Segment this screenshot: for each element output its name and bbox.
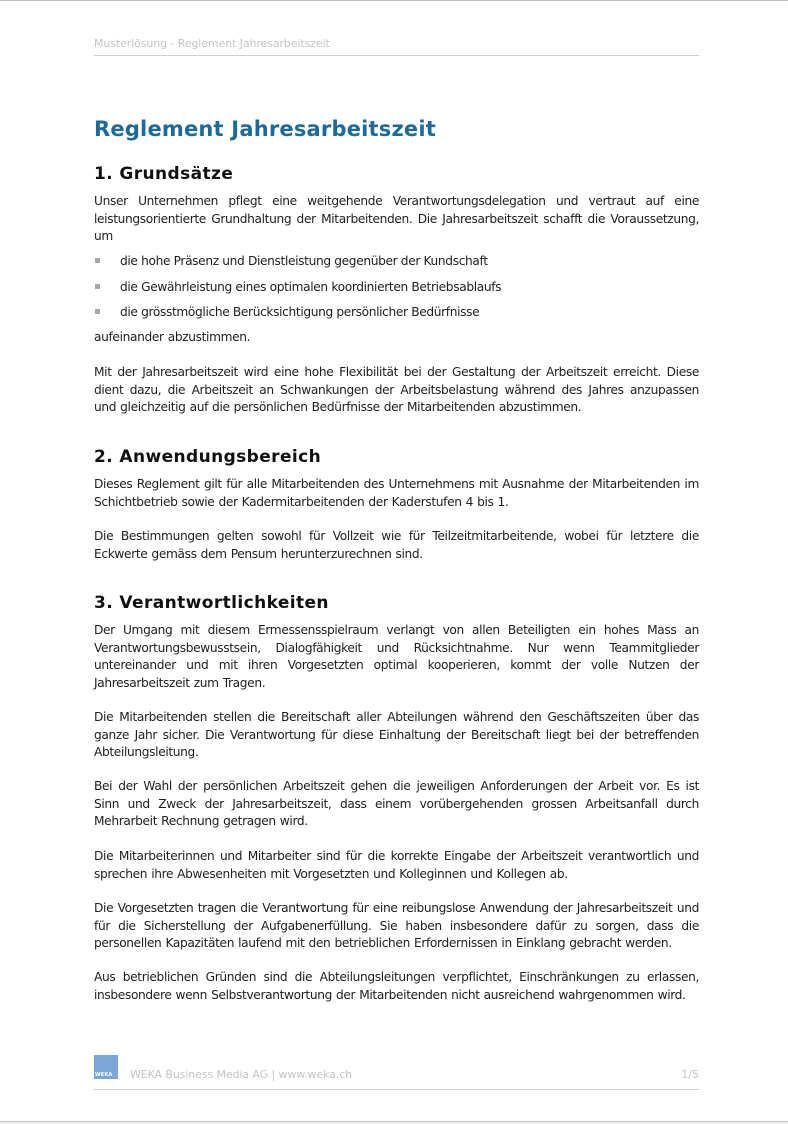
section-3-paragraph: Die Mitarbeiterinnen und Mitarbeiter sind für die korrekte Eingabe der Arbeitszeit verantwortlich und sprechen ihre Abwesenheiten mit Vorgesetzten und Kolleginnen und Kollegen ab. (94, 849, 699, 881)
square-bullet-icon (95, 284, 100, 289)
section-3-paragraph: Aus betrieblichen Gründen sind die Abteilungsleitungen verpflichtet, Einschränkungen zu erlassen, insbesondere wenn Selbstverantwortung der Mitarbeitenden nicht ausreichend wahrgenommen wird. (94, 970, 699, 1002)
footer-publisher: WEKA Business Media AG | www.weka.ch (130, 1068, 353, 1081)
section-3-paragraph: Bei der Wahl der persönlichen Arbeitszeit gehen die jeweiligen Anforderungen der Arbeit vor. Es ist Sinn und Zweck der Jahresarbeitszeit, dass einem vorübergehenden grossen Arbeitsanfall durch Mehrarbeit Rechnung getragen wird. (94, 779, 699, 829)
page-top-border (0, 0, 788, 1)
section-3-paragraph: Die Vorgesetzten tragen die Verantwortung für eine reibungslose Anwendung der Jahresarbeitszeit und für die Sicherstellung der Aufgabenerfüllung. Sie haben insbesondere dafür zu sorgen, dass die personellen Kapazitäten laufend mit den betrieblichen Erfordernissen in Einklang gebracht werden. (94, 901, 699, 951)
section-heading-verantwortlichkeiten: 3. Verantwortlichkeiten (94, 593, 329, 613)
section-heading-grundsaetze: 1. Grundsätze (94, 164, 234, 184)
section-3-paragraph: Der Umgang mit diesem Ermessensspielraum verlangt von allen Beteiligten ein hohes Mass an Verantwortungsbewusstsein, Dialogfähigkeit und Rücksichtnahme. Nur wenn Teammitglieder untereinander und mit ihren Vorgesetzten optimal kooperieren, kommt der volle Nutzen der Jahresarbeitszeit zum Tragen. (94, 623, 699, 690)
running-header: Musterlösung - Reglement Jahresarbeitszeit (94, 37, 699, 56)
document-title: Reglement Jahresarbeitszeit (94, 117, 436, 141)
page-number: 1/5 (681, 1068, 699, 1081)
list-item: die Gewährleistung eines optimalen koordinierten Betriebsablaufs (94, 279, 699, 305)
page-footer (94, 1055, 699, 1090)
section-2-paragraph: Dieses Reglement gilt für alle Mitarbeitenden des Unternehmens mit Ausnahme der Mitarbeitenden im Schichtbetrieb sowie der Kadermitarbeitenden der Kaderstufen 4 bis 1. (94, 477, 699, 509)
weka-logo-icon: WEKA (94, 1055, 118, 1079)
list-item: die hohe Präsenz und Dienstleistung gegenüber der Kundschaft (94, 253, 699, 279)
list-item: die grösstmögliche Berücksichtigung persönlicher Bedürfnisse (94, 304, 699, 330)
square-bullet-icon (95, 258, 100, 263)
section-1-paragraph: Mit der Jahresarbeitszeit wird eine hohe Flexibilität bei der Gestaltung der Arbeitszeit erreicht. Diese dient dazu, die Arbeitszeit an Schwankungen der Arbeitsbelastung während des Jahres anzupassen und gleichzeitig auf die persönlichen Bedürfnisse der Mitarbeitenden abzustimmen. (94, 365, 699, 415)
square-bullet-icon (95, 309, 100, 314)
bullet-list (94, 253, 699, 330)
section-1-after-bullets: aufeinander abzustimmen. (94, 330, 251, 344)
section-heading-anwendungsbereich: 2. Anwendungsbereich (94, 447, 322, 467)
section-3-paragraph: Die Mitarbeitenden stellen die Bereitschaft aller Abteilungen während den Geschäftszeiten über das ganze Jahr sicher. Die Verantwortung für diese Einhaltung der Bereitschaft liegt bei der betreffenden Abteilungsleitung. (94, 710, 699, 760)
section-2-paragraph: Die Bestimmungen gelten sowohl für Vollzeit wie für Teilzeitmitarbeitende, wobei für letztere die Eckwerte gemäss dem Pensum herunterzurechnen sind. (94, 529, 699, 561)
section-1-intro: Unser Unternehmen pflegt eine weitgehende Verantwortungsdelegation und vertraut auf eine leistungsorientierte Grundhaltung der Mitarbeitenden. Die Jahresarbeitszeit schafft die Voraussetzung, um (94, 194, 699, 244)
